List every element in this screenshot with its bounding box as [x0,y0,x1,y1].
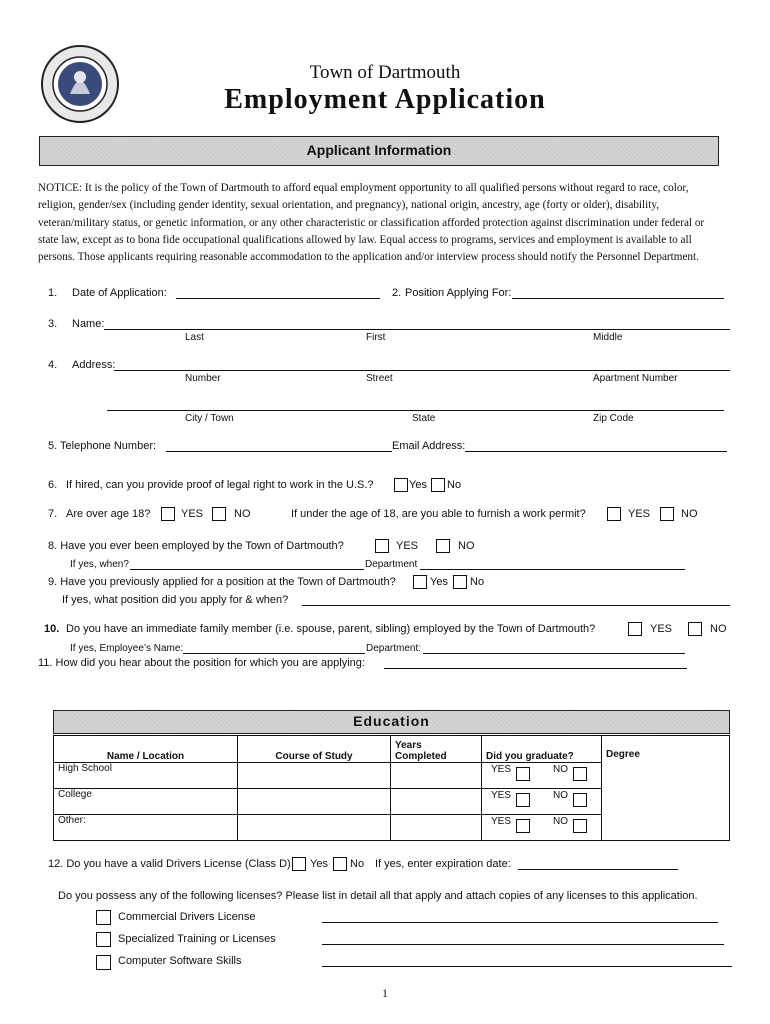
q10-employee-label: If yes, Employee’s Name: [70,643,184,654]
edu-header-course: Course of Study [238,736,391,763]
q9-yes-label: Yes [430,576,448,588]
q7-number: 7. [48,508,58,520]
name-first-caption: First [366,332,386,343]
license-software-checkbox[interactable] [96,955,111,970]
q11-label: 11. How did you hear about the position for which you are applying: [38,657,365,669]
license-specialized-field[interactable] [322,944,724,945]
edu-other-grad: YES NO [482,815,602,841]
q7-permit-label: If under the age of 18, are you able to furnish a work permit? [291,508,586,520]
edu-college-course[interactable] [238,789,391,815]
q2-label: Position Applying For: [405,287,512,299]
edu-header-grad: Did you graduate? [482,736,602,763]
q4-label: Address: [72,359,116,371]
address-apt-caption: Apartment Number [593,373,678,384]
edu-row-highschool[interactable]: High School [54,763,238,789]
edu-highschool-course[interactable] [238,763,391,789]
q9-no-checkbox[interactable] [453,575,467,589]
eeo-notice: NOTICE: It is the policy of the Town of Dartmouth to afford equal employment opportunity to all qualified persons without regard to race, color, religion, gender/sex (including gender identity, sexual orientation, and pregnancy), national origin, ancestry, age (forty or older), disability, veteran/military status, or genetic information, or any other characteristic or classification afforded protection against discrimination under federal or state law, except as to bona fide occupational qualifications allowed by law. Equal access to programs, services and employment is available to all persons. Those applicants requiring reasonable accommodation to the application and/or interview process should notify the Personnel Department. [38,182,705,264]
q12-exp-label: If yes, enter expiration date: [375,858,511,870]
q9-yes-checkbox[interactable] [413,575,427,589]
q9-no-label: No [470,576,485,588]
q10-employee-field[interactable] [183,653,365,654]
edu-other-years[interactable] [391,815,482,841]
q9-position-label: If yes, what position did you apply for & when? [62,594,289,606]
license-specialized-label: Specialized Training or Licenses [118,933,276,945]
address-street-caption: Street [366,373,393,384]
q8-no-checkbox[interactable] [436,539,450,553]
edu-header-name: Name / Location [54,736,238,763]
q8-yes-checkbox[interactable] [375,539,389,553]
q7-label: Are over age 18? [66,508,151,520]
q6-no-checkbox[interactable] [431,478,445,492]
edu-other-course[interactable] [238,815,391,841]
page-title: Employment Application [224,84,546,115]
address-city-caption: City / Town [185,413,234,424]
address-number-caption: Number [185,373,221,384]
licenses-prompt: Do you possess any of the following licenses? Please list in detail all that apply and attach copies of any licenses to this application. [58,890,698,902]
address-field[interactable] [114,370,730,371]
edu-header-degree: Degree [606,749,640,760]
q7-yes-checkbox[interactable] [161,507,175,521]
license-commercial-checkbox[interactable] [96,910,111,925]
q8-dept-label: Department [365,559,418,570]
q12-no-checkbox[interactable] [333,857,347,871]
edu-degree-column[interactable] [602,736,730,841]
license-software-field[interactable] [322,966,732,967]
edu-highschool-years[interactable] [391,763,482,789]
q10-no-checkbox[interactable] [688,622,702,636]
q4-number: 4. [48,359,58,371]
q10-yes-checkbox[interactable] [628,622,642,636]
edu-highschool-no-checkbox[interactable] [573,767,587,781]
q8-when-field[interactable] [130,569,364,570]
q1-number: 1. [48,287,58,299]
name-last-caption: Last [185,332,204,343]
license-commercial-label: Commercial Drivers License [118,911,256,923]
q6-yes-checkbox[interactable] [394,478,408,492]
position-applying-field[interactable] [512,298,724,299]
seal-icon [40,44,120,124]
q9-position-field[interactable] [302,605,730,606]
q9-label: 9. Have you previously applied for a position at the Town of Dartmouth? [48,576,396,588]
q10-label: Do you have an immediate family member (i.e. spouse, parent, sibling) employed by the Town of Dartmouth? [66,623,596,635]
email-field[interactable] [465,451,727,452]
q12-no-label: No [350,858,365,870]
license-software-label: Computer Software Skills [118,955,242,967]
date-of-application-field[interactable] [176,298,380,299]
town-name: Town of Dartmouth [309,62,461,83]
q8-yes-label: YES [396,540,419,552]
edu-college-years[interactable] [391,789,482,815]
edu-row-college[interactable]: College [54,789,238,815]
telephone-field[interactable] [166,451,392,452]
edu-college-yes-checkbox[interactable] [516,793,530,807]
q6-label: If hired, can you provide proof of legal right to work in the U.S.? [66,479,374,491]
education-table [53,735,730,841]
q7-permit-yes-label: YES [628,508,651,520]
town-seal [40,44,120,124]
q10-yes-label: YES [650,623,673,635]
q7-permit-yes-checkbox[interactable] [607,507,621,521]
q12-yes-checkbox[interactable] [292,857,306,871]
edu-header-years: Years Completed [391,736,482,763]
name-field[interactable] [104,329,730,330]
edu-other-yes-checkbox[interactable] [516,819,530,833]
q12-yes-label: Yes [310,858,328,870]
q2-number: 2. [392,287,402,299]
q6-number: 6. [48,479,58,491]
q7-yes-label: YES [181,508,204,520]
edu-row-other[interactable]: Other: [54,815,238,841]
q3-number: 3. [48,318,58,330]
q10-dept-label: Department: [366,643,422,654]
q11-field[interactable] [384,668,687,669]
edu-college-grad: YES NO [482,789,602,815]
q12-exp-field[interactable] [518,869,678,870]
edu-highschool-grad: YES NO [482,763,602,789]
address-line2-field[interactable] [107,410,724,411]
q10-dept-field[interactable] [423,653,685,654]
q12-label: 12. Do you have a valid Drivers License (Class D) [48,858,291,870]
address-state-caption: State [412,413,436,424]
q8-no-label: NO [458,540,475,552]
email-label: Email Address: [392,440,466,452]
address-zip-caption: Zip Code [593,413,634,424]
q3-label: Name: [72,318,105,330]
name-middle-caption: Middle [593,332,623,343]
license-specialized-checkbox[interactable] [96,932,111,947]
page-number: 1 [382,986,388,1000]
q1-label: Date of Application: [72,287,167,299]
q7-permit-no-label: NO [681,508,698,520]
q8-dept-field[interactable] [420,569,685,570]
section-bar-education [53,710,730,734]
edu-other-no-checkbox[interactable] [573,819,587,833]
q7-no-checkbox[interactable] [212,507,226,521]
q7-no-label: NO [234,508,251,520]
section-title-education: Education [353,713,430,729]
license-commercial-field[interactable] [322,922,718,923]
section-bar-applicant [39,136,719,166]
q10-no-label: NO [710,623,727,635]
q10-number: 10. [44,623,60,635]
q6-yes-label: Yes [409,479,427,491]
q7-permit-no-checkbox[interactable] [660,507,674,521]
q8-when-label: If yes, when? [70,559,129,570]
q8-label: 8. Have you ever been employed by the Town of Dartmouth? [48,540,344,552]
q5-label: 5. Telephone Number: [48,440,157,452]
edu-college-no-checkbox[interactable] [573,793,587,807]
q6-no-label: No [447,479,462,491]
section-title-applicant: Applicant Information [306,142,452,158]
edu-highschool-yes-checkbox[interactable] [516,767,530,781]
